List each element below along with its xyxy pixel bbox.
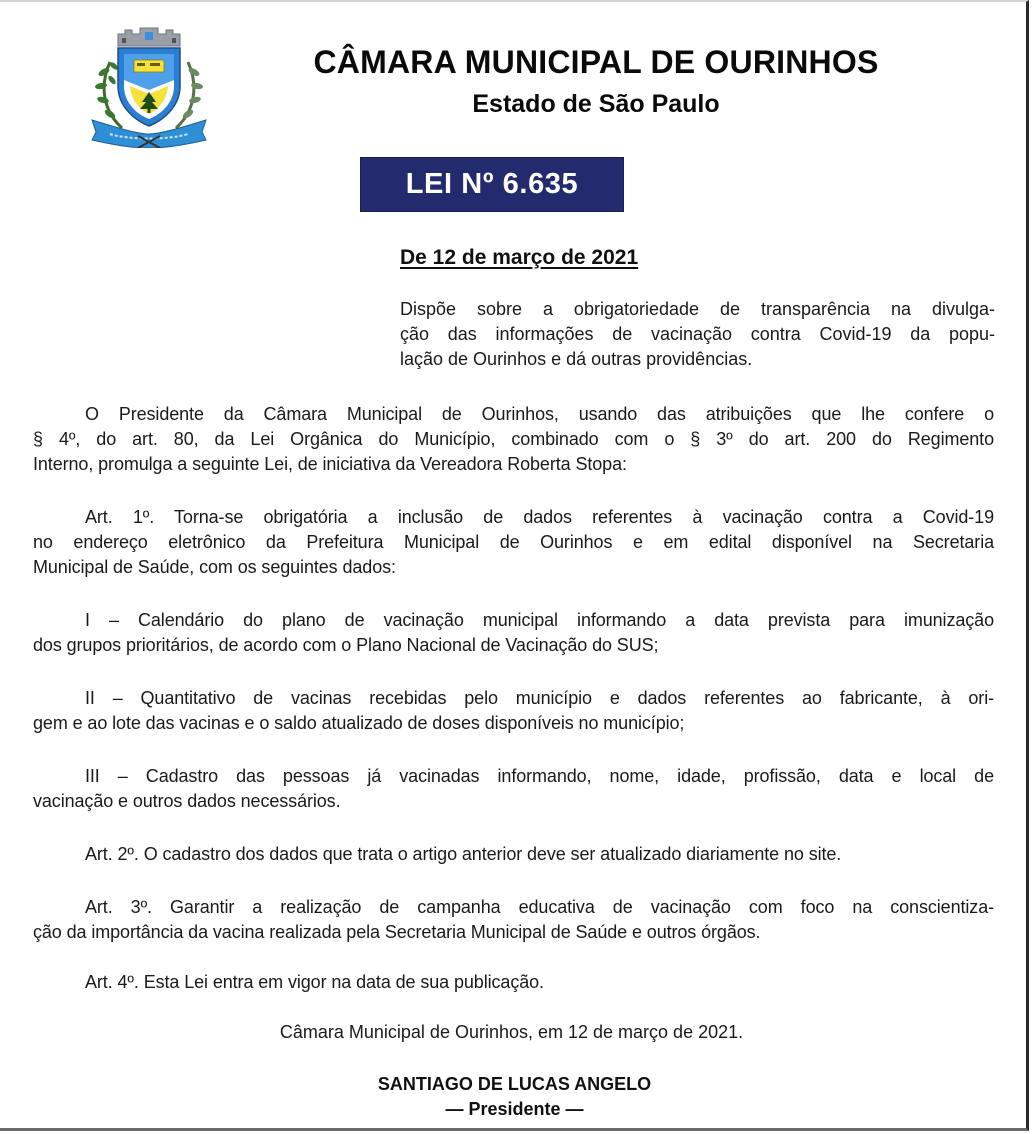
institution-title: CÂMARA MUNICIPAL DE OURINHOS: [313, 44, 879, 80]
item-iii-paragraph: [33, 764, 994, 814]
paragraph-line: no endereço eletrônico da Prefeitura Municipal de Ourinhos e em edital disponível na Secretaria: [33, 532, 994, 552]
paragraph-line: Interno, promulga a seguinte Lei, de iniciativa da Vereadora Roberta Stopa:: [33, 454, 627, 474]
article-1-paragraph: [33, 505, 994, 580]
article-2-paragraph: [33, 842, 994, 867]
item-i-paragraph: [33, 608, 994, 658]
municipal-coat-of-arms-icon: [88, 24, 210, 148]
law-date: De 12 de março de 2021: [400, 246, 639, 269]
paragraph-line: II – Quantitativo de vacinas recebidas pelo município e dados referentes ao fabricante, à ori-: [85, 688, 994, 708]
closing-place-date: [0, 1020, 1029, 1045]
law-number-badge: [361, 158, 623, 211]
law-number: LEI Nº 6.635: [405, 168, 579, 200]
item-ii-paragraph: [33, 686, 994, 736]
paragraph-line: ção da importância da vacina realizada pela Secretaria Municipal de Saúde e outros órgãos.: [33, 922, 761, 942]
signer-role: — Presidente —: [445, 1099, 584, 1119]
article-3-paragraph: [33, 895, 994, 945]
paragraph-line: III – Cadastro das pessoas já vacinadas informando, nome, idade, profissão, data e local de: [85, 766, 994, 786]
summary-line: ção das informações de vacinação contra Covid-19 da popu-: [400, 324, 995, 344]
paragraph-line: Municipal de Saúde, com os seguintes dados:: [33, 557, 396, 577]
paragraph-line: Art. 4º. Esta Lei entra em vigor na data de sua publicação.: [85, 972, 544, 992]
paragraph-line: gem e ao lote das vacinas e o saldo atualizado de doses disponíveis no município;: [33, 713, 685, 733]
paragraph-line: § 4º, do art. 80, da Lei Orgânica do Município, combinado com o § 3º do art. 200 do Regimento: [33, 429, 994, 449]
summary-line: Dispõe sobre a obrigatoriedade de transparência na divulga-: [400, 299, 995, 319]
law-summary: [400, 297, 995, 372]
preamble-paragraph: [33, 402, 994, 477]
paragraph-line: dos grupos prioritários, de acordo com o Plano Nacional de Vacinação do SUS;: [33, 635, 659, 655]
article-4-paragraph: [33, 970, 994, 995]
paragraph-line: O Presidente da Câmara Municipal de Ourinhos, usando das atribuições que lhe confere o: [85, 404, 994, 424]
paragraph-line: Art. 2º. O cadastro dos dados que trata o artigo anterior deve ser atualizado diariamente no site.: [85, 844, 842, 864]
paragraph-line: I – Calendário do plano de vacinação municipal informando a data prevista para imunização: [85, 610, 994, 630]
paragraph-line: Art. 1º. Torna-se obrigatória a inclusão de dados referentes à vacinação contra a Covid-19: [85, 507, 994, 527]
paragraph-line: vacinação e outros dados necessários.: [33, 791, 341, 811]
state-subtitle: Estado de São Paulo: [472, 90, 720, 118]
summary-line: lação de Ourinhos e dá outras providências.: [400, 349, 753, 369]
paragraph-line: Art. 3º. Garantir a realização de campanha educativa de vacinação com foco na conscientiza-: [85, 897, 994, 917]
place-date-text: Câmara Municipal de Ourinhos, em 12 de março de 2021.: [279, 1022, 744, 1042]
signer-name: SANTIAGO DE LUCAS ANGELO: [377, 1074, 652, 1094]
